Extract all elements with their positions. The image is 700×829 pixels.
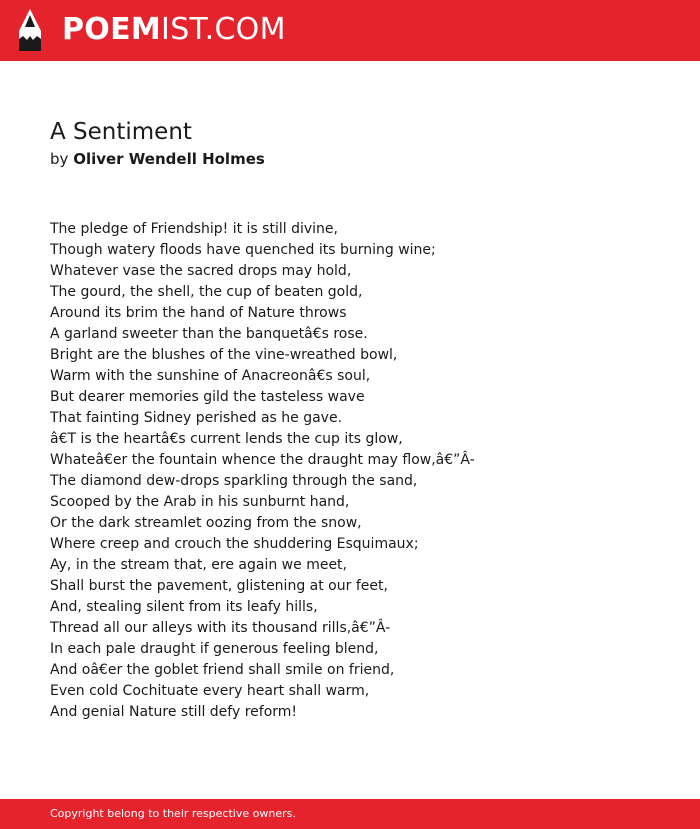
- poem-line: The gourd, the shell, the cup of beaten gold,: [50, 284, 363, 300]
- poem-line: Scooped by the Arab in his sunburnt hand,: [50, 494, 350, 510]
- poem-title: A Sentiment: [50, 119, 192, 145]
- poem-line: And genial Nature still defy reform!: [50, 704, 298, 720]
- poem-line: But dearer memories gild the tasteless wave: [50, 389, 365, 405]
- pencil-icon[interactable]: [18, 9, 42, 51]
- poem-body: [50, 219, 670, 723]
- poem-line: Warm with the sunshine of Anacreonâ€s soul,: [50, 368, 371, 384]
- poem-line: Around its brim the hand of Nature throws: [50, 305, 347, 321]
- by-label: by: [50, 150, 69, 168]
- logo-bold: POEM: [62, 12, 162, 47]
- poem-line: And, stealing silent from its leafy hills,: [50, 599, 318, 615]
- site-footer: [0, 799, 700, 829]
- poem-line: Or the dark streamlet oozing from the snow,: [50, 515, 362, 531]
- poem-line: Bright are the blushes of the vine-wreathed bowl,: [50, 347, 398, 363]
- poem-line: Shall burst the pavement, glistening at our feet,: [50, 578, 388, 594]
- poem-line: A garland sweeter than the banquetâ€s rose.: [50, 326, 368, 342]
- site-logo[interactable]: [62, 12, 286, 48]
- poem-line: Where creep and crouch the shuddering Esquimaux;: [50, 536, 419, 552]
- poem-line: The diamond dew-drops sparkling through the sand,: [50, 473, 418, 489]
- poem-line: Thread all our alleys with its thousand rills,â€”Â-: [50, 620, 391, 636]
- logo-light: IST.COM: [161, 12, 286, 47]
- poem-line: Whateâ€er the fountain whence the draught may flow,â€”Â-: [50, 452, 475, 468]
- copyright-text: Copyright belong to their respective owners.: [50, 807, 296, 820]
- site-header: [0, 0, 700, 61]
- poem-line: In each pale draught if generous feeling blend,: [50, 641, 379, 657]
- poem-line: â€T is the heartâ€s current lends the cup its glow,: [50, 431, 403, 447]
- poem-line: The pledge of Friendship! it is still divine,: [50, 221, 338, 237]
- poem-line: Even cold Cochituate every heart shall warm,: [50, 683, 370, 699]
- poem-line: Though watery floods have quenched its burning wine;: [50, 242, 436, 258]
- poem-line: Whatever vase the sacred drops may hold,: [50, 263, 352, 279]
- byline: [50, 149, 265, 169]
- poem-line: And oâ€er the goblet friend shall smile on friend,: [50, 662, 395, 678]
- poem-line: Ay, in the stream that, ere again we meet,: [50, 557, 347, 573]
- poem-line: That fainting Sidney perished as he gave.: [50, 410, 343, 426]
- author-name: Oliver Wendell Holmes: [73, 150, 265, 168]
